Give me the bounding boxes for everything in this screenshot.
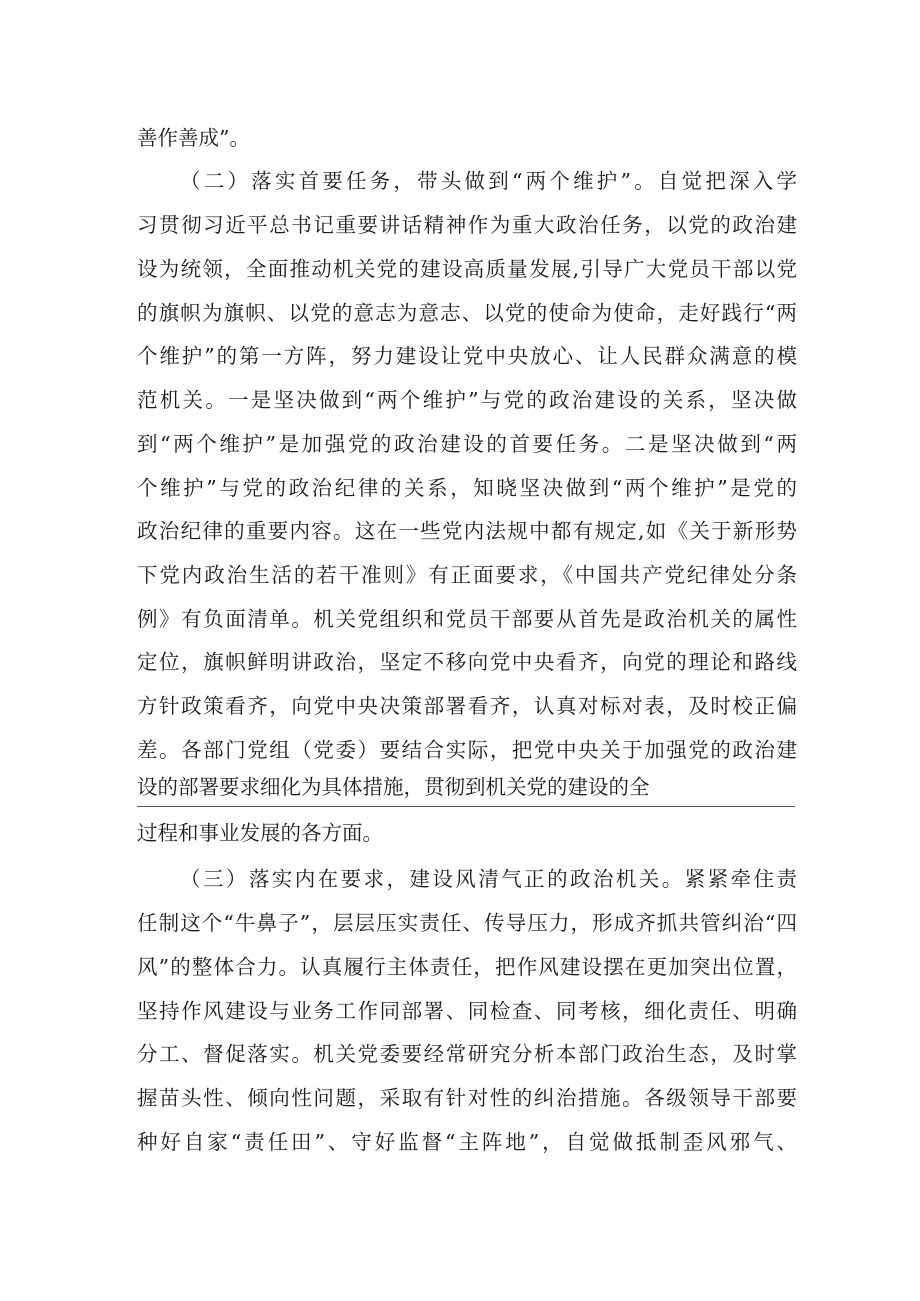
text-line: 过程和事业发展的各方面。 (137, 821, 383, 845)
text-line: 下党内政治生活的若干准则》有正面要求，《中国共产党纪律处分条 (137, 563, 797, 587)
text-line: 的旗帜为旗帜、以党的意志为意志、以党的使命为使命，走好践行“两 (137, 301, 797, 325)
text-line: 定位，旗帜鲜明讲政治，坚定不移向党中央看齐，向党的理论和路线 (137, 650, 797, 674)
text-line: 方针政策看齐，向党中央决策部署看齐，认真对标对表，及时校正偏 (137, 694, 797, 718)
text-line: 坚持作风建设与业务工作同部署、同检查、同考核，细化责任、明确 (137, 999, 797, 1023)
text-line: 种好自家“责任田”、守好监督“主阵地”，自觉做抵制歪风邪气、 (137, 1130, 797, 1154)
text-line: 习贯彻习近平总书记重要讲话精神作为重大政治任务，以党的政治建 (137, 213, 797, 237)
text-line: 例》有负面清单。机关党组织和党员干部要从首先是政治机关的属性 (137, 607, 797, 631)
text-line: 善作善成”。 (137, 126, 250, 150)
text-line: 个维护”与党的政治纪律的关系，知晓坚决做到“两个维护”是党的 (137, 476, 797, 500)
text-line: 设的部署要求细化为具体措施，贯彻到机关党的建设的全 (137, 775, 650, 799)
text-line: 握苗头性、倾向性问题，采取有针对性的纠治措施。各级领导干部要 (137, 1086, 797, 1110)
text-line: 个维护”的第一方阵，努力建设让党中央放心、让人民群众满意的模 (137, 344, 797, 368)
section-heading-2: （二）落实首要任务，带头做到“两个维护”。自觉把深入学 (180, 169, 797, 193)
text-line: 分工、督促落实。机关党委要经常研究分析本部门政治生态，及时掌 (137, 1042, 797, 1066)
text-line: 到“两个维护”是加强党的政治建设的首要任务。二是坚决做到“两 (137, 432, 797, 456)
text-line: 任制这个“牛鼻子”，层层压实责任、传导压力，形成齐抓共管纠治“四 (137, 911, 797, 935)
text-line: 差。各部门党组（党委）要结合实际，把党中央关于加强党的政治建 (137, 738, 797, 762)
text-line: 范机关。一是坚决做到“两个维护”与党的政治建设的关系，坚决做 (137, 388, 797, 412)
section-heading-3: （三）落实内在要求，建设风清气正的政治机关。紧紧牵住责 (180, 867, 797, 891)
text-line: 政治纪律的重要内容。这在一些党内法规中都有规定,如《关于新形势 (137, 519, 797, 543)
text-line: 风”的整体合力。认真履行主体责任，把作风建设摆在更加突出位置， (137, 955, 797, 979)
page-break-rule (137, 806, 795, 807)
text-line: 设为统领，全面推动机关党的建设高质量发展,引导广大党员干部以党 (137, 257, 797, 281)
